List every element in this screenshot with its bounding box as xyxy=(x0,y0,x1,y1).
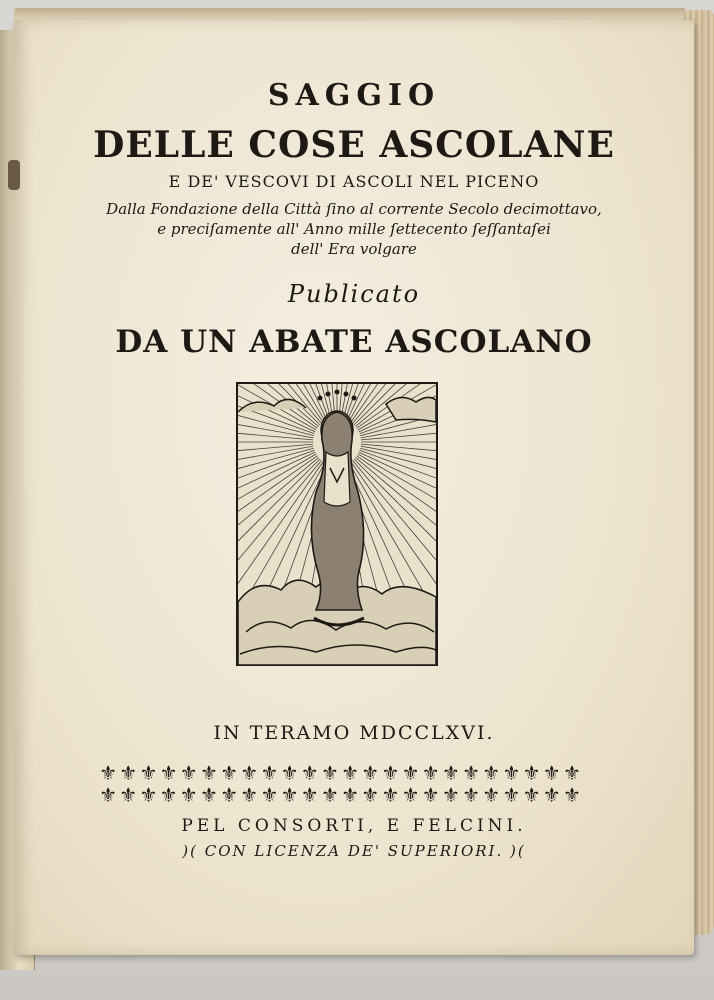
fleur-de-lis-mark: ⚜ xyxy=(462,783,481,807)
fleur-de-lis-mark: ⚜ xyxy=(220,783,239,807)
fleur-de-lis-mark: ⚜ xyxy=(199,783,218,807)
fleur-de-lis-mark: ⚜ xyxy=(341,761,360,785)
fleur-de-lis-mark: ⚜ xyxy=(119,761,138,785)
fleur-de-lis-mark: ⚜ xyxy=(119,783,138,807)
fleur-de-lis-mark: ⚜ xyxy=(300,783,319,807)
fleur-de-lis-mark: ⚜ xyxy=(139,783,158,807)
fleur-de-lis-mark: ⚜ xyxy=(280,761,299,785)
fleur-de-lis-mark: ⚜ xyxy=(562,783,581,807)
fleur-de-lis-mark: ⚜ xyxy=(381,761,400,785)
fleur-de-lis-mark: ⚜ xyxy=(341,783,360,807)
fleur-de-lis-mark: ⚜ xyxy=(401,783,420,807)
imprint-place: IN TERAMO MDCCLXVI. xyxy=(213,722,495,744)
fleur-de-lis-mark: ⚜ xyxy=(139,761,158,785)
title-main: DELLE COSE ASCOLANE xyxy=(93,124,615,166)
fleur-de-lis-mark: ⚜ xyxy=(99,783,118,807)
fleur-de-lis-mark: ⚜ xyxy=(179,761,198,785)
fleur-de-lis-mark: ⚜ xyxy=(441,783,460,807)
fleur-de-lis-mark: ⚜ xyxy=(320,783,339,807)
printers-line: PEL CONSORTI, E FELCINI. xyxy=(181,816,527,836)
fleur-de-lis-mark: ⚜ xyxy=(482,761,501,785)
fleur-de-lis-mark: ⚜ xyxy=(300,761,319,785)
fleur-de-lis-mark: ⚜ xyxy=(562,761,581,785)
fleur-de-lis-mark: ⚜ xyxy=(502,783,521,807)
fleur-de-lis-mark: ⚜ xyxy=(441,761,460,785)
description-line-1: Dalla Fondazione della Città ſino al corrente Secolo decimottavo, xyxy=(106,200,602,218)
description-line-3: dell' Era volgare xyxy=(291,240,417,258)
fleur-de-lis-mark: ⚜ xyxy=(522,783,541,807)
madonna-woodcut-icon xyxy=(236,382,438,666)
fleur-de-lis-mark: ⚜ xyxy=(199,761,218,785)
fleur-de-lis-mark: ⚜ xyxy=(240,783,259,807)
fleur-de-lis-mark: ⚜ xyxy=(421,761,440,785)
fleur-de-lis-mark: ⚜ xyxy=(179,783,198,807)
fleur-de-lis-mark: ⚜ xyxy=(220,761,239,785)
title-subtitle: E DE' VESCOVI DI ASCOLI NEL PICENO xyxy=(168,172,540,191)
fleur-de-lis-mark: ⚜ xyxy=(502,761,521,785)
fleur-de-lis-mark: ⚜ xyxy=(542,783,561,807)
fleur-de-lis-mark: ⚜ xyxy=(401,761,420,785)
fleur-de-lis-mark: ⚜ xyxy=(522,761,541,785)
fleur-de-lis-mark: ⚜ xyxy=(240,761,259,785)
license-line: )( CON LICENZA DE' SUPERIORI. )( xyxy=(182,842,526,860)
fleur-de-lis-mark: ⚜ xyxy=(482,783,501,807)
fleur-de-lis-ornament-icon xyxy=(98,760,582,808)
fleur-de-lis-mark: ⚜ xyxy=(462,761,481,785)
fleur-de-lis-mark: ⚜ xyxy=(421,783,440,807)
fleur-de-lis-mark: ⚜ xyxy=(159,783,178,807)
fleur-de-lis-mark: ⚜ xyxy=(260,783,279,807)
title-saggio: SAGGIO xyxy=(267,78,441,113)
fleur-de-lis-mark: ⚜ xyxy=(381,783,400,807)
fleur-de-lis-mark: ⚜ xyxy=(99,761,118,785)
fleur-de-lis-mark: ⚜ xyxy=(320,761,339,785)
description-line-2: e preciſamente all' Anno mille ſettecento ſeſſantaſei xyxy=(157,220,551,238)
fleur-de-lis-mark: ⚜ xyxy=(361,761,380,785)
fleur-de-lis-mark: ⚜ xyxy=(260,761,279,785)
fleur-de-lis-mark: ⚜ xyxy=(280,783,299,807)
fleur-de-lis-mark: ⚜ xyxy=(542,761,561,785)
author-line: DA UN ABATE ASCOLANO xyxy=(115,324,593,360)
fleur-de-lis-mark: ⚜ xyxy=(159,761,178,785)
fleur-de-lis-mark: ⚜ xyxy=(361,783,380,807)
publicato-label: Publicato xyxy=(287,280,421,308)
